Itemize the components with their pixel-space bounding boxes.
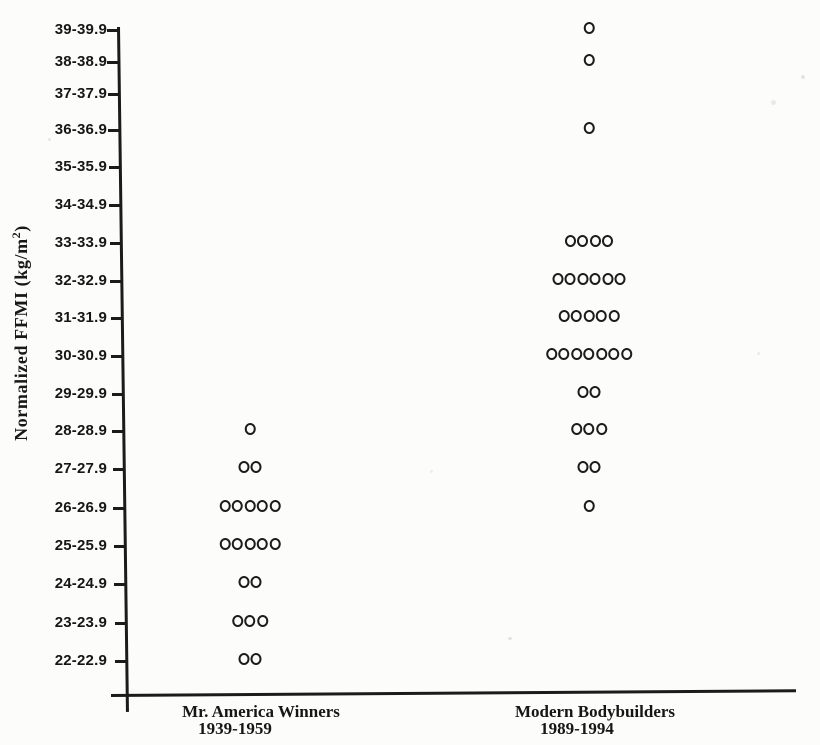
data-point-marker <box>590 386 601 398</box>
scan-speck <box>757 352 760 355</box>
data-point-marker <box>245 500 256 512</box>
data-point-marker <box>232 500 243 512</box>
data-point-marker <box>621 348 632 360</box>
data-point-marker <box>584 54 595 66</box>
data-point-marker <box>238 653 249 665</box>
y-tick-label: 35-35.9 <box>54 158 107 175</box>
y-tick-label: 33-33.9 <box>54 234 107 251</box>
data-point-marker <box>584 500 595 512</box>
y-tick-mark <box>107 29 118 32</box>
data-point-marker <box>245 423 256 435</box>
dot-group <box>238 653 263 665</box>
scan-speck <box>771 100 776 105</box>
data-point-marker <box>270 500 281 512</box>
data-point-marker <box>584 22 595 34</box>
data-point-marker <box>584 423 595 435</box>
data-point-marker <box>609 348 620 360</box>
y-axis-title-superscript: 2 <box>9 231 23 239</box>
data-point-marker <box>245 538 256 550</box>
y-tick-label: 30-30.9 <box>54 347 107 364</box>
x-category-years: 1989-1994 <box>540 719 614 738</box>
y-tick-mark <box>114 583 125 586</box>
dot-group <box>244 423 257 435</box>
data-point-marker <box>565 273 576 285</box>
dot-group <box>545 348 633 360</box>
data-point-marker <box>220 500 231 512</box>
data-point-marker <box>257 615 268 627</box>
data-point-marker <box>602 273 613 285</box>
y-tick-mark <box>108 129 119 132</box>
y-tick-mark <box>110 242 121 245</box>
data-point-marker <box>577 235 588 247</box>
data-point-marker <box>571 423 582 435</box>
data-point-marker <box>584 122 595 134</box>
y-tick-mark <box>111 355 122 358</box>
dot-group <box>564 235 614 247</box>
data-point-marker <box>238 576 249 588</box>
x-category-label-mr-america <box>141 703 381 737</box>
y-axis-title-suffix: ) <box>11 225 31 232</box>
data-point-marker <box>245 615 256 627</box>
y-tick-label: 28-28.9 <box>54 422 107 439</box>
x-category-label-modern-bodybuilders <box>475 703 715 737</box>
y-tick-label: 23-23.9 <box>54 614 107 631</box>
dot-group <box>583 122 596 134</box>
data-point-marker <box>596 348 607 360</box>
dot-group <box>583 22 596 34</box>
x-category-years: 1939-1959 <box>198 719 272 738</box>
data-point-marker <box>584 348 595 360</box>
y-tick-mark <box>108 93 119 96</box>
y-tick-label: 38-38.9 <box>54 53 107 70</box>
scan-speck <box>430 470 433 473</box>
data-point-marker <box>559 310 570 322</box>
y-tick-mark <box>111 317 122 320</box>
data-point-marker <box>232 538 243 550</box>
dot-group <box>219 500 282 512</box>
x-category-name: Mr. America Winners <box>182 702 340 721</box>
x-category-name: Modern Bodybuilders <box>514 702 676 721</box>
dot-group <box>577 386 602 398</box>
data-point-marker <box>270 538 281 550</box>
y-tick-label: 22-22.9 <box>54 652 107 669</box>
dot-group <box>552 273 627 285</box>
dot-group <box>238 461 263 473</box>
data-point-marker <box>577 386 588 398</box>
y-tick-label: 34-34.9 <box>54 196 107 213</box>
dot-group <box>558 310 621 322</box>
y-tick-label: 25-25.9 <box>54 537 107 554</box>
y-axis-title-text: Normalized FFMI (kg/m <box>11 238 31 441</box>
y-tick-mark <box>110 280 121 283</box>
dot-group <box>583 500 596 512</box>
y-tick-mark <box>113 507 124 510</box>
data-point-marker <box>571 310 582 322</box>
data-point-marker <box>251 653 262 665</box>
y-tick-mark <box>112 393 123 396</box>
dot-group <box>238 576 263 588</box>
data-point-marker <box>590 273 601 285</box>
data-point-marker <box>596 310 607 322</box>
dot-group <box>583 54 596 66</box>
y-tick-label: 27-27.9 <box>54 460 107 477</box>
data-point-marker <box>584 310 595 322</box>
y-tick-label: 32-32.9 <box>54 272 107 289</box>
data-point-marker <box>220 538 231 550</box>
y-tick-mark <box>107 61 118 64</box>
data-point-marker <box>577 461 588 473</box>
y-tick-label: 39-39.9 <box>54 21 107 38</box>
dot-group <box>231 615 269 627</box>
data-point-marker <box>238 461 249 473</box>
data-point-marker <box>615 273 626 285</box>
scan-speck <box>508 637 512 640</box>
y-tick-mark <box>113 468 124 471</box>
y-tick-label: 31-31.9 <box>54 309 107 326</box>
data-point-marker <box>590 235 601 247</box>
data-point-marker <box>232 615 243 627</box>
data-point-marker <box>251 576 262 588</box>
y-tick-mark <box>109 166 120 169</box>
scan-speck <box>801 75 805 79</box>
data-point-marker <box>251 461 262 473</box>
data-point-marker <box>565 235 576 247</box>
y-tick-label: 24-24.9 <box>54 575 107 592</box>
data-point-marker <box>559 348 570 360</box>
y-tick-label: 29-29.9 <box>54 385 107 402</box>
y-tick-mark <box>112 430 123 433</box>
y-tick-mark <box>115 660 126 663</box>
y-tick-mark <box>114 545 125 548</box>
data-point-marker <box>609 310 620 322</box>
x-axis-line <box>111 689 796 697</box>
dot-group <box>577 461 602 473</box>
data-point-marker <box>257 538 268 550</box>
data-point-marker <box>571 348 582 360</box>
data-point-marker <box>602 235 613 247</box>
y-tick-mark <box>115 622 126 625</box>
dot-group <box>219 538 282 550</box>
data-point-marker <box>590 461 601 473</box>
data-point-marker <box>257 500 268 512</box>
dot-group <box>570 423 608 435</box>
y-tick-label: 36-36.9 <box>54 121 107 138</box>
data-point-marker <box>546 348 557 360</box>
y-tick-label: 37-37.9 <box>54 85 107 102</box>
data-point-marker <box>596 423 607 435</box>
y-tick-mark <box>109 204 120 207</box>
data-point-marker <box>552 273 563 285</box>
y-tick-label: 26-26.9 <box>54 499 107 516</box>
data-point-marker <box>577 273 588 285</box>
scan-speck <box>48 138 51 141</box>
